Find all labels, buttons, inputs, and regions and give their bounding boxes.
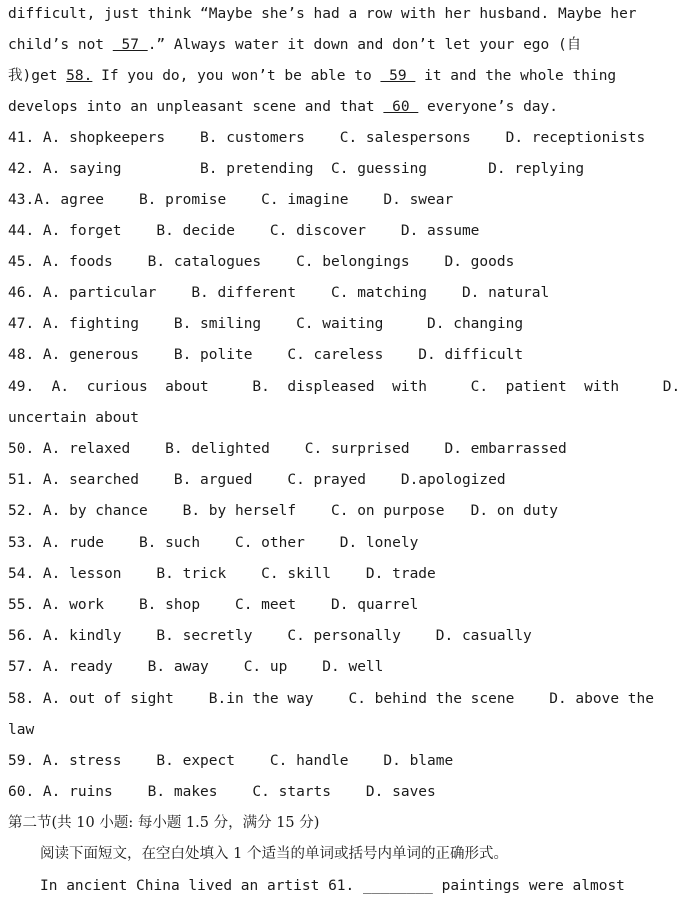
question-51: 51. A. searched B. argued C. prayed D.apologized: [8, 472, 506, 488]
passage-text: everyone’s day.: [418, 99, 558, 115]
question-49: 49. A. curious about B. displeased with C. patient with D.: [8, 379, 680, 395]
question-47: 47. A. fighting B. smiling C. waiting D. changing: [8, 316, 524, 332]
section-heading: 第二节(共 10 小题: 每小题 1.5 分，满分 15 分): [8, 815, 320, 831]
blank-59: 59: [380, 68, 416, 84]
question-48: 48. A. generous B. polite C. careless D. difficult: [8, 347, 524, 363]
question-45: 45. A. foods B. catalogues C. belongings D. goods: [8, 254, 515, 270]
question-55: 55. A. work B. shop C. meet D. quarrel: [8, 597, 419, 613]
blank-57: 57: [112, 37, 148, 53]
passage-line-4: [8, 95, 592, 119]
passage-text: it and the whole thing: [415, 68, 617, 84]
passage-text: If you do, you won’t be able to: [92, 68, 381, 84]
question-53: 53. A. rude B. such C. other D. lonely: [8, 535, 419, 551]
passage-text: In ancient China lived an artist 61.: [40, 878, 364, 894]
question-41: 41. A. shopkeepers B. customers C. salespersons D. receptionists: [8, 130, 646, 146]
question-52: 52. A. by chance B. by herself C. on purpose D. on duty: [8, 503, 558, 519]
question-44: 44. A. forget B. decide C. discover D. assume: [8, 223, 480, 239]
question-56: 56. A. kindly B. secretly C. personally D. casually: [8, 628, 532, 644]
question-43: 43.A. agree B. promise C. imagine D. swear: [8, 192, 454, 208]
question-59: 59. A. stress B. expect C. handle D. blame: [8, 753, 454, 769]
passage-2-line-1: [40, 874, 625, 898]
section-instruction: 阅读下面短文，在空白处填入 1 个适当的单词或括号内单词的正确形式。: [40, 846, 508, 862]
passage-line-2: [8, 33, 592, 57]
question-58: 58. A. out of sight B.in the way C. behind the scene D. above the: [8, 691, 655, 707]
passage-text: paintings were almost: [432, 878, 625, 894]
blank-61: ________: [363, 878, 433, 894]
question-54: 54. A. lesson B. trick C. skill D. trade: [8, 566, 436, 582]
passage-text: .” Always water it down and don’t let your ego (自: [147, 37, 582, 53]
passage-line-1: difficult, just think “Maybe she’s had a row with her husband. Maybe her: [8, 6, 637, 22]
question-57: 57. A. ready B. away C. up D. well: [8, 659, 384, 675]
passage-line-3: [8, 64, 617, 88]
passage-text: develops into an unpleasant scene and that: [8, 99, 384, 115]
question-46: 46. A. particular B. different C. matching D. natural: [8, 285, 550, 301]
question-42: 42. A. saying B. pretending C. guessing D. replying: [8, 161, 585, 177]
question-50: 50. A. relaxed B. delighted C. surprised D. embarrassed: [8, 441, 567, 457]
passage-text: 我)get: [8, 68, 67, 84]
passage-text: child’s not: [8, 37, 113, 53]
blank-60: 60: [383, 99, 419, 115]
question-49-continued: uncertain about: [8, 410, 139, 426]
question-58-continued: law: [8, 722, 35, 738]
blank-58: 58.: [66, 68, 93, 84]
question-60: 60. A. ruins B. makes C. starts D. saves: [8, 784, 436, 800]
